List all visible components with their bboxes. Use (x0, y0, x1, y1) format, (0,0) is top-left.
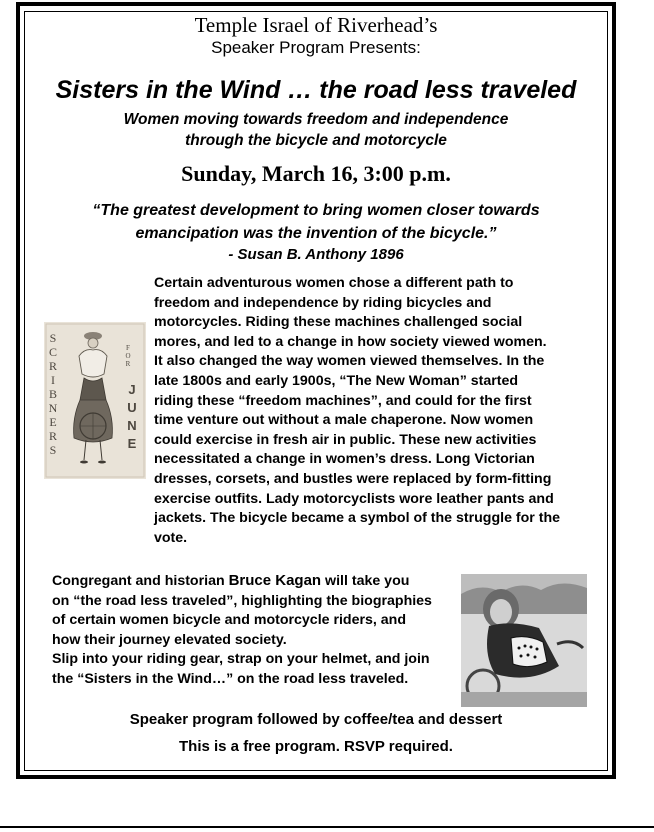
speaker-line-1 (52, 571, 462, 592)
description-line: freedom and independence by riding bicycles and (154, 294, 492, 311)
svg-text:S: S (49, 331, 57, 345)
quote-line-1: “The greatest development to bring women closer towards (92, 202, 540, 219)
subtitle-line-2: through the bicycle and motorcycle (185, 132, 447, 149)
description-line: motorcycles. Riding these machines challenged social (154, 314, 523, 331)
refreshments-note: Speaker program followed by coffee/tea and dessert (129, 711, 503, 728)
svg-text:U: U (127, 400, 137, 415)
description-line: riding these “freedom machines”, and could for the first (154, 392, 532, 409)
event-date: Sunday, March 16, 3:00 p.m. (181, 161, 451, 186)
description-line: mores, and led to a change in how society viewed women. (154, 333, 547, 350)
svg-text:E: E (49, 415, 57, 429)
speaker-line: Slip into your riding gear, strap on your helmet, and join (52, 651, 430, 668)
presents-line: Speaker Program Presents: (211, 38, 421, 57)
speaker-intro: Congregant and historian (52, 573, 229, 589)
speaker-intro-end: will take you (321, 573, 410, 589)
svg-text:R: R (125, 360, 131, 368)
quote-attribution: - Susan B. Anthony 1896 (228, 246, 404, 263)
speaker-line: the “Sisters in the Wind…” on the road less traveled. (52, 670, 409, 687)
description-line: Certain adventurous women chose a different path to (154, 275, 514, 291)
description-line: exercise outfits. Lady motorcyclists wore leather pants and (154, 490, 554, 507)
svg-text:S: S (49, 443, 57, 457)
motorcyclist-photo (461, 574, 587, 707)
organization-name: Temple Israel of Riverhead’s (194, 13, 438, 37)
quote (60, 199, 572, 245)
description-line: vote. (154, 529, 188, 546)
quote-line-2: emancipation was the invention of the bicycle.” (135, 225, 497, 242)
description-line: late 1800s and early 1900s, “The New Woman” started (154, 372, 519, 389)
scribners-poster-image (44, 322, 146, 479)
speaker-line: of certain women bicycle and motorcycle riders, and (52, 612, 407, 629)
subtitle-line-1: Women moving towards freedom and independence (123, 111, 509, 128)
svg-text:B: B (48, 387, 58, 401)
speaker-name: Bruce Kagan (228, 572, 322, 589)
speaker-line: how their journey elevated society. (52, 631, 287, 648)
svg-text:F: F (126, 344, 130, 352)
speaker-paragraph (52, 571, 462, 690)
svg-text:R: R (48, 359, 58, 373)
description-line: dresses, corsets, and bustles were replaced by form-fitting (154, 470, 552, 487)
svg-text:I: I (51, 373, 55, 387)
event-title: Sisters in the Wind … the road less traveled (55, 76, 577, 104)
description-line: jackets. The bicycle became a symbol of the struggle for the (154, 510, 561, 527)
rsvp-note: This is a free program. RSVP required. (179, 738, 453, 755)
svg-text:R: R (48, 429, 58, 443)
svg-text:C: C (48, 345, 58, 359)
svg-text:O: O (125, 352, 131, 360)
description-line: It also changed the way women viewed themselves. In the (154, 353, 545, 370)
bottom-divider (0, 826, 654, 828)
description-line: time venture out without a male chaperone. Now women (154, 412, 534, 429)
speaker-line: on “the road less traveled”, highlighting the biographies (52, 592, 432, 609)
svg-text:N: N (48, 401, 58, 415)
svg-text:N: N (127, 418, 137, 433)
svg-text:J: J (128, 382, 136, 397)
event-subtitle (60, 109, 572, 151)
description-paragraph (154, 274, 584, 548)
description-line: could exercise in fresh air in public. These new activities (154, 431, 537, 448)
description-line: necessitated a change in women’s dress. Long Victorian (154, 451, 535, 468)
svg-text:E: E (127, 436, 137, 451)
